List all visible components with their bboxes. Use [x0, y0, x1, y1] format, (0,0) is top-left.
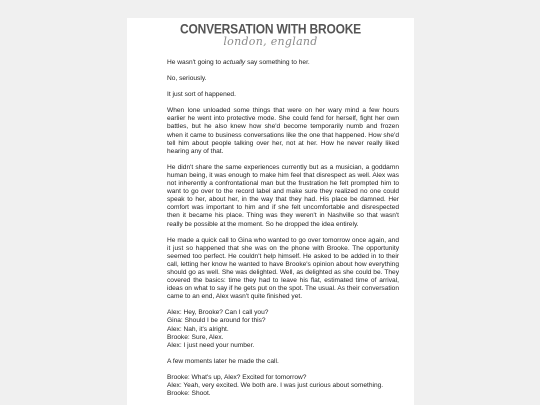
chapter-location: london, england	[223, 35, 318, 48]
dialogue-block	[167, 374, 399, 398]
dialogue-line: Alex: Yeah, very excited. We both are. I was just curious about something.	[167, 382, 384, 389]
story-body	[167, 59, 399, 405]
dialogue-block	[167, 309, 399, 349]
text-run: say something to her.	[245, 59, 310, 66]
paragraph: A few moments later he made the call.	[167, 357, 279, 365]
text-run: He wasn't going to	[167, 59, 223, 66]
emphasis-text: actually	[222, 59, 246, 66]
paragraph: No, seriously.	[167, 75, 207, 83]
chapter-header	[127, 18, 414, 55]
paragraph: It just sort of happened.	[167, 91, 236, 99]
paragraph: He didn't share the same experiences currently but as a musician, a goddamn human being, it was enough to make him feel that disrespect as well. Alex was not inherently a confrontational man but the frustration he felt prompted him to want to go over to the record label and make sure they realized no one could speak to her, about her, in the way that they had. His place be damned. Her comfort was important to him and if she felt uncomfortable and disrespected then it became his place. Thing was they weren't in Nashville so that wasn't really be possible at the moment. So he dropped the idea entirely.	[167, 163, 399, 228]
dialogue-line: Alex: I just need your number.	[167, 341, 255, 349]
dialogue-line: Alex: Hey, Brooke? Can I call you?	[167, 309, 269, 317]
paragraph	[167, 59, 399, 67]
chapter-title: CONVERSATION WITH BROOKE	[180, 20, 361, 37]
dialogue-line: Brooke: Sure, Alex.	[167, 333, 224, 341]
dialogue-line: Gina: Should I be around for this?	[167, 317, 266, 325]
dialogue-line: Alex: Nah, it's alright.	[167, 325, 229, 333]
dialogue-line: Brooke: What's up, Alex? Excited for tomorrow?	[167, 373, 307, 381]
paragraph: He made a quick call to Gina who wanted to go over tomorrow once again, and it just so happened that she was on the phone with Brooke. The opportunity seemed too perfect. He couldn't help himself. He asked to be added in to their call, letting her know he wanted to have Brooke's opinion about how everything should go as well. She was delighted. Well, as delighted as she could be. They covered the basics: time they had to leave his flat, estimated time of arrival, ideas on what to say if he gets put on the spot. The usual. As their conversation came to an end, Alex wasn't quite finished yet.	[167, 236, 399, 301]
dialogue-line: Brooke: Shoot.	[167, 390, 211, 398]
paragraph: When Ione unloaded some things that were on her wary mind a few hours earlier he went into protective mode. She could fend for herself, fight her own battles, but he also knew how she'd become temporarily numb and frozen when it came to business conversations like the one that happened. How she'd tell him about people talking over her, not at her. How he never really liked hearing any of that.	[167, 107, 399, 155]
document-page	[127, 18, 414, 405]
